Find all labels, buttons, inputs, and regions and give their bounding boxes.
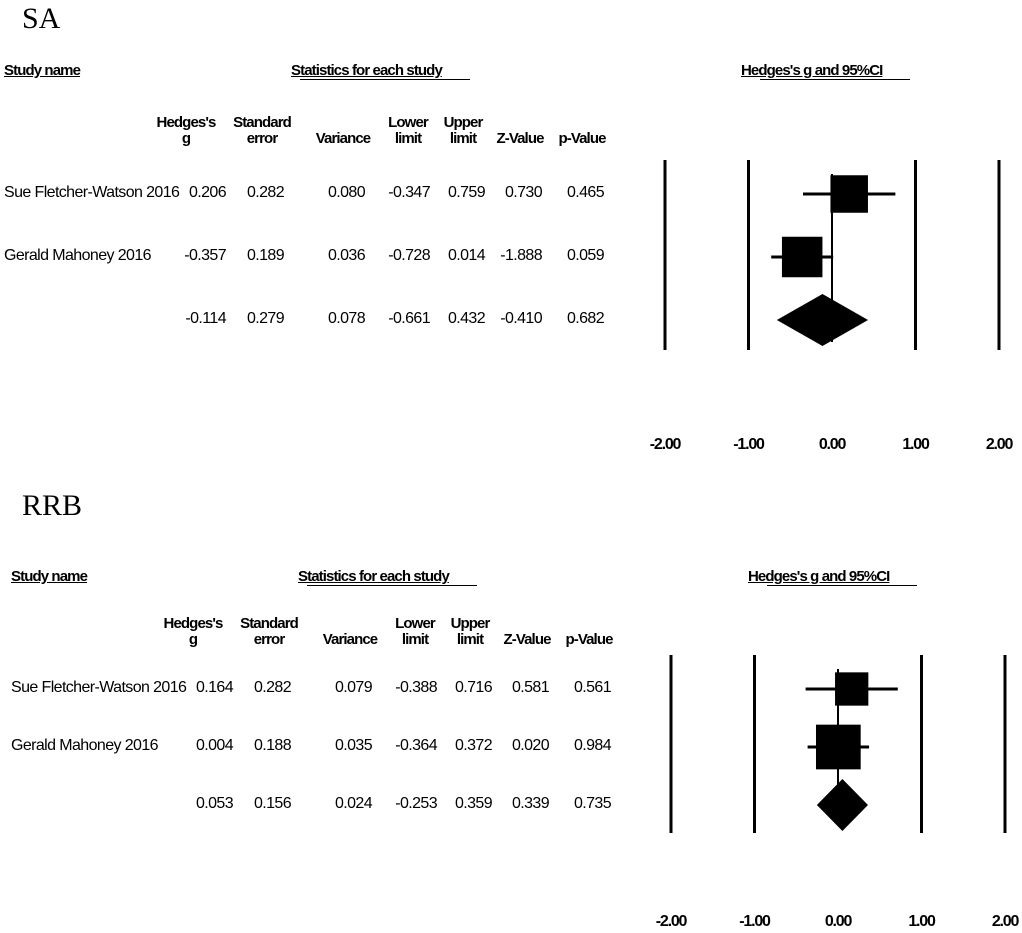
cell-z: 0.020 — [511, 737, 549, 754]
study-name-cell: Gerald Mahoney 2016 — [4, 247, 151, 264]
plot-header: Hedges's g and 95%CI — [748, 568, 890, 585]
plot-header: Hedges's g and 95%CI — [741, 62, 883, 79]
cell-se: 0.282 — [253, 679, 291, 696]
column-header-line1: Standard — [233, 114, 291, 131]
cell-var: 0.079 — [334, 679, 372, 696]
panel-title: SA — [22, 2, 61, 35]
study-square-marker — [816, 725, 861, 770]
column-header-line1: Lower — [388, 114, 428, 131]
cell-lo: -0.388 — [395, 679, 437, 696]
column-header-line2: p-Value — [565, 631, 613, 648]
cell-z: 0.339 — [511, 795, 549, 812]
cell-hi: 0.759 — [447, 184, 485, 201]
column-header-line1: Standard — [240, 615, 298, 632]
column-header-line2: limit — [456, 631, 484, 648]
column-header-line1: Lower — [395, 615, 435, 632]
cell-var: 0.078 — [327, 310, 365, 327]
study-name-cell: Sue Fletcher-Watson 2016 — [11, 679, 187, 696]
cell-p: 0.984 — [573, 737, 611, 754]
cell-p: 0.059 — [566, 247, 604, 264]
cell-g: 0.206 — [188, 184, 226, 201]
column-header-line2: limit — [401, 631, 429, 648]
cell-lo: -0.364 — [395, 737, 437, 754]
cell-z: 0.581 — [511, 679, 549, 696]
x-tick-label: 1.00 — [902, 436, 929, 453]
cell-hi: 0.716 — [454, 679, 492, 696]
column-header-line1: Upper — [443, 114, 483, 131]
column-header-line2: g — [181, 130, 191, 147]
cell-hi: 0.432 — [447, 310, 485, 327]
column-header-line2: limit — [394, 130, 422, 147]
cell-p: 0.682 — [566, 310, 604, 327]
study-name-header: Study name — [11, 568, 88, 585]
cell-g: -0.357 — [184, 247, 226, 264]
cell-se: 0.188 — [253, 737, 291, 754]
column-header-line2: limit — [449, 130, 477, 147]
cell-se: 0.279 — [246, 310, 284, 327]
x-tick-label: -1.00 — [733, 436, 764, 453]
cell-z: -0.410 — [500, 310, 542, 327]
summary-diamond — [817, 779, 868, 831]
cell-g: 0.164 — [195, 679, 233, 696]
column-header-line2: g — [188, 631, 198, 648]
x-tick-label: 0.00 — [824, 913, 852, 930]
stats-header: Statistics for each study — [298, 568, 449, 585]
column-header-line2: Variance — [322, 631, 378, 648]
column-header-line2: error — [246, 130, 278, 147]
cell-p: 0.735 — [573, 795, 611, 812]
study-name-cell: Sue Fletcher-Watson 2016 — [4, 184, 180, 201]
cell-p: 0.561 — [573, 679, 611, 696]
column-header-line2: p-Value — [558, 130, 606, 147]
column-header-line1: Upper — [450, 615, 490, 632]
x-tick-label: -2.00 — [649, 436, 681, 453]
cell-se: 0.189 — [246, 247, 284, 264]
x-tick-label: 1.00 — [908, 913, 935, 930]
cell-lo: -0.728 — [388, 247, 430, 264]
x-tick-label: -2.00 — [655, 913, 687, 930]
column-header-line2: Z-Value — [503, 631, 551, 648]
cell-z: 0.730 — [504, 184, 542, 201]
cell-lo: -0.253 — [395, 795, 437, 812]
cell-p: 0.465 — [566, 184, 604, 201]
x-tick-label: 2.00 — [985, 436, 1013, 453]
cell-z: -1.888 — [500, 247, 542, 264]
cell-g: 0.004 — [195, 737, 233, 754]
column-header-line2: Z-Value — [496, 130, 544, 147]
cell-var: 0.036 — [327, 247, 365, 264]
cell-se: 0.156 — [253, 795, 291, 812]
x-tick-label: 0.00 — [818, 436, 846, 453]
cell-lo: -0.661 — [388, 310, 430, 327]
study-name-header: Study name — [4, 62, 81, 79]
column-header-line2: error — [253, 631, 285, 648]
column-header-line2: Variance — [315, 130, 371, 147]
column-header-line1: Hedges's — [163, 615, 223, 632]
cell-var: 0.024 — [334, 795, 372, 812]
study-square-marker — [835, 672, 868, 705]
x-tick-label: -1.00 — [739, 913, 770, 930]
cell-lo: -0.347 — [388, 184, 430, 201]
cell-hi: 0.372 — [454, 737, 492, 754]
cell-g: -0.114 — [185, 310, 226, 327]
cell-var: 0.035 — [334, 737, 372, 754]
column-header-line1: Hedges's — [156, 114, 216, 131]
x-tick-label: 2.00 — [991, 913, 1019, 930]
cell-hi: 0.359 — [454, 795, 492, 812]
cell-var: 0.080 — [327, 184, 365, 201]
stats-header: Statistics for each study — [291, 62, 442, 79]
cell-g: 0.053 — [195, 795, 233, 812]
study-name-cell: Gerald Mahoney 2016 — [11, 737, 158, 754]
panel-title: RRB — [22, 489, 83, 522]
cell-hi: 0.014 — [447, 247, 485, 264]
cell-se: 0.282 — [246, 184, 284, 201]
